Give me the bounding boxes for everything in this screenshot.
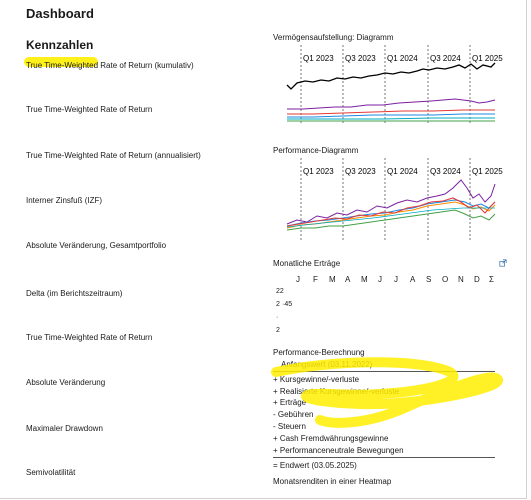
- asset-q1-2023: Q1 2023: [303, 54, 334, 63]
- asset-series-purple: [287, 99, 495, 109]
- asset-series-total: [287, 63, 495, 89]
- month-apr: A: [345, 275, 351, 284]
- perf-q3-2024: Q3 2024: [430, 167, 461, 176]
- kennzahlen-heading: Kennzahlen: [26, 38, 94, 52]
- month-dec: D: [474, 275, 480, 284]
- kpi-max-drawdown[interactable]: Maximaler Drawdown: [26, 424, 103, 433]
- month-oct: O: [442, 275, 449, 284]
- asset-q1-2025: Q1 2025: [472, 54, 503, 63]
- month-aug: A: [410, 275, 416, 284]
- month-nov: N: [458, 275, 464, 284]
- perf-q1-2025: Q1 2025: [472, 167, 503, 176]
- kpi-ttwror[interactable]: True Time-Weighted Rate of Return: [26, 105, 153, 114]
- month-sum: Σ: [489, 275, 494, 284]
- perf-calc-item[interactable]: + Performanceneutrale Bewegungen: [273, 446, 404, 455]
- heatmap-title: Monatsrenditen in einer Heatmap: [273, 477, 392, 486]
- page-title: Dashboard: [26, 6, 94, 21]
- month-mar: M: [329, 275, 336, 284]
- kpi-ttwror-cumulative[interactable]: True Time-Weighted Rate of Return (kumulativ): [26, 61, 194, 70]
- kpi-absolute-change[interactable]: Absolute Veränderung: [26, 378, 106, 387]
- perf-q3-2023: Q3 2023: [345, 167, 376, 176]
- month-jan: J: [296, 275, 300, 284]
- kpi-ttwror-2[interactable]: True Time-Weighted Rate of Return: [26, 333, 153, 342]
- kpi-ttwror-annualized[interactable]: True Time-Weighted Rate of Return (annualisiert): [26, 151, 201, 160]
- perf-calc-divider: [273, 457, 495, 458]
- asset-chart[interactable]: [273, 45, 503, 133]
- perf-calc-start: Anfangswert (03.11.2022): [281, 360, 373, 369]
- asset-q1-2024: Q1 2024: [387, 54, 418, 63]
- kpi-delta[interactable]: Delta (im Berichtszeitraum): [26, 289, 123, 298]
- perf-calc-title: Performance-Berechnung: [273, 348, 365, 357]
- month-jul: J: [394, 275, 398, 284]
- asset-q3-2024: Q3 2024: [430, 54, 461, 63]
- month-sep: S: [426, 275, 432, 284]
- performance-chart[interactable]: [273, 158, 503, 246]
- perf-calc-item[interactable]: + Cash Fremdwährungsgewinne: [273, 434, 389, 443]
- monthly-row-label: 2: [276, 327, 280, 334]
- kpi-irr[interactable]: Interner Zinsfuß (IZF): [26, 196, 103, 205]
- perf-calc-end: = Endwert (03.05.2025): [273, 461, 357, 470]
- perf-series-teal: [287, 208, 495, 227]
- perf-calc-item[interactable]: - Gebühren: [273, 410, 314, 419]
- asset-chart-title: Vermögensaufstellung: Diagramm: [273, 33, 394, 42]
- kpi-absolute-change-portfolio[interactable]: Absolute Veränderung, Gesamtportfolio: [26, 241, 167, 250]
- perf-calc-item[interactable]: + Realisierte Kursgewinne/-verluste: [273, 387, 400, 396]
- kpi-semivolatility[interactable]: Semivolatilität: [26, 468, 76, 477]
- perf-calc-divider: [273, 371, 495, 372]
- monthly-returns-title: Monatliche Erträge: [273, 259, 341, 268]
- perf-q1-2024: Q1 2024: [387, 167, 418, 176]
- monthly-row-label: 22: [276, 288, 284, 295]
- month-feb: F: [313, 275, 318, 284]
- asset-series-blue: [287, 114, 495, 117]
- perf-q1-2023: Q1 2023: [303, 167, 334, 176]
- month-may: M: [361, 275, 368, 284]
- perf-calc-item[interactable]: - Steuern: [273, 422, 306, 431]
- asset-series-red: [287, 110, 495, 114]
- asset-series-teal: [287, 118, 495, 119]
- perf-calc-item[interactable]: + Erträge: [273, 398, 307, 407]
- monthly-row-value: ·45: [282, 301, 293, 308]
- asset-q3-2023: Q3 2023: [345, 54, 376, 63]
- monthly-row-label: ·: [276, 314, 279, 321]
- perf-calc-item[interactable]: + Kursgewinne/-verluste: [273, 375, 360, 384]
- performance-chart-title: Performance-Diagramm: [273, 146, 359, 155]
- month-jun: J: [378, 275, 382, 284]
- open-external-icon[interactable]: [499, 259, 507, 267]
- monthly-row-label: 2: [276, 301, 280, 308]
